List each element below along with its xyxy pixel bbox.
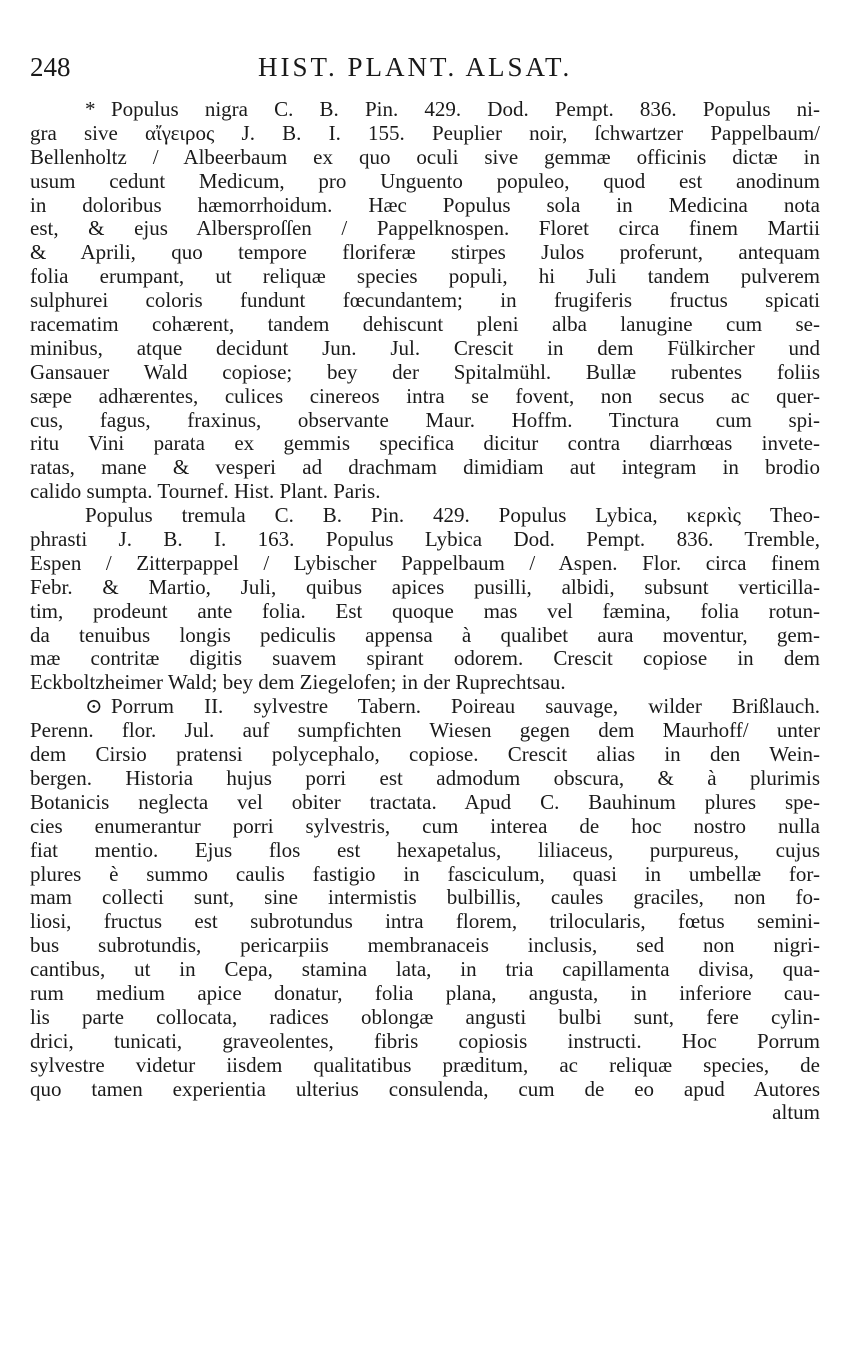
text-line	[30, 1006, 820, 1030]
text-line	[30, 146, 820, 170]
text-line	[30, 194, 820, 218]
line-text: in doloribus hæmorrhoidum. Hæc Populus sola in Medicina nota	[30, 192, 820, 217]
text-line	[30, 289, 820, 313]
text-line	[30, 863, 820, 887]
line-text: cus, fagus, fraxinus, observante Maur. Hoffm. Tinctura cum spi-	[30, 407, 820, 432]
text-line	[30, 910, 820, 934]
text-line	[30, 217, 820, 241]
text-line	[30, 743, 820, 767]
running-head: HIST. PLANT. ALSAT.	[258, 52, 573, 82]
line-text: Botanicis neglecta vel obiter tractata. Apud C. Bauhinum plures spe-	[30, 789, 820, 814]
text-line	[30, 647, 820, 671]
line-text: liosi, fructus est subrotundus intra florem, trilocularis, fœtus semini-	[30, 909, 820, 934]
line-text: bus subrotundis, pericarpiis membranaceis inclusis, sed non nigri-	[30, 933, 820, 958]
line-text: bergen. Historia hujus porri est admodum obscura, & à plurimis	[30, 765, 820, 790]
text-line	[30, 839, 820, 863]
entry-populus-nigra	[30, 98, 820, 504]
asterisk-marker: *	[85, 97, 96, 121]
text-line	[30, 504, 820, 528]
text-line	[30, 576, 820, 600]
line-text: tim, prodeunt ante folia. Est quoque mas vel fæmina, folia rotun-	[30, 598, 820, 623]
text-line	[30, 815, 820, 839]
line-text: Populus nigra C. B. Pin. 429. Dod. Pempt. 836. Populus ni-	[111, 97, 820, 121]
line-text: mæ contritæ digitis suavem spirant odorem. Crescit copiose in dem	[30, 646, 820, 671]
line-text: sæpe adhærentes, culices cinereos intra se fovent, non secus ac quer-	[30, 383, 820, 408]
line-text: gra sive αἴγειρος J. B. I. 155. Peuplier noir, ſchwartzer Pappelbaum/	[30, 120, 820, 145]
line-text: Eckboltzheimer Wald; bey dem Ziegelofen; in der Ruprechtsau.	[30, 670, 566, 695]
line-text: ratas, mane & vesperi ad drachmam dimidiam aut integram in brodio	[30, 455, 820, 480]
text-line	[30, 409, 820, 433]
line-text: Febr. & Martio, Juli, quibus apices pusilli, albidi, subsunt verticilla-	[30, 574, 820, 599]
text-line	[30, 456, 820, 480]
perennial-symbol: ⊙	[85, 694, 103, 719]
text-line	[30, 170, 820, 194]
line-text: racematim cohærent, tandem dehiscunt pleni alba lanugine cum se-	[30, 312, 820, 337]
line-text: ritu Vini parata ex gemmis specifica dicitur contra diarrhœas invete-	[30, 431, 820, 456]
text-line	[30, 1078, 820, 1102]
line-text: drici, tunicati, graveolentes, fibris copiosis instructi. Hoc Porrum	[30, 1028, 820, 1053]
text-line	[30, 600, 820, 624]
text-line	[30, 982, 820, 1006]
line-text: mam collecti sunt, sine intermistis bulbillis, caules graciles, non fo-	[30, 885, 820, 910]
text-line	[30, 719, 820, 743]
line-text: minibus, atque decidunt Jun. Jul. Crescit in dem Fülkircher und	[30, 335, 820, 360]
text-line	[30, 98, 820, 122]
line-text: quo tamen experientia ulterius consulenda, cum de eo apud Autores	[30, 1076, 820, 1101]
entry-populus-tremula	[30, 504, 820, 695]
text-line	[30, 241, 820, 265]
text-line	[30, 265, 820, 289]
line-text: calido sumpta. Tournef. Hist. Plant. Paris.	[30, 479, 381, 504]
catchword: altum	[772, 1100, 820, 1125]
text-line	[30, 1030, 820, 1054]
line-text: rum medium apice donatur, folia plana, angusta, in inferiore cau-	[30, 980, 820, 1005]
text-line	[30, 385, 820, 409]
line-text: folia erumpant, ut reliquæ species populi, hi Juli tandem pulverem	[30, 264, 820, 289]
line-text: Porrum II. sylvestre Tabern. Poireau sauvage, wilder Brißlauch.	[111, 694, 820, 719]
text-line	[30, 122, 820, 146]
line-text: sylvestre videtur iisdem qualitatibus præditum, ac reliquæ species, de	[30, 1052, 820, 1077]
line-text: Populus tremula C. B. Pin. 429. Populus Lybica, κερκὶς Theo-	[85, 503, 820, 528]
line-text: Gansauer Wald copiose; bey der Spitalmühl. Bullæ rubentes foliis	[30, 359, 820, 384]
line-text: fiat mentio. Ejus flos est hexapetalus, liliaceus, purpureus, cujus	[30, 837, 820, 862]
text-line	[30, 767, 820, 791]
text-line	[30, 552, 820, 576]
line-text: phrasti J. B. I. 163. Populus Lybica Dod. Pempt. 836. Tremble,	[30, 527, 820, 552]
text-line	[30, 886, 820, 910]
page-number: 248	[30, 52, 71, 82]
line-text: cantibus, ut in Cepa, stamina lata, in tria capillamenta divisa, qua-	[30, 957, 820, 982]
line-text: plures è summo caulis fastigio in fasciculum, quasi in umbellæ for-	[30, 861, 820, 886]
line-text: est, & ejus Albersproſſen / Pappelknospen. Floret circa finem Martii	[30, 216, 820, 241]
text-line	[30, 480, 820, 504]
text-line	[30, 958, 820, 982]
line-text: lis parte collocata, radices oblongæ angusti bulbi sunt, fere cylin-	[30, 1004, 820, 1029]
body-text	[30, 98, 820, 1125]
text-line	[30, 361, 820, 385]
entry-porrum	[30, 695, 820, 1101]
text-line	[30, 337, 820, 361]
text-line	[30, 791, 820, 815]
text-line	[30, 671, 820, 695]
text-line	[30, 695, 820, 719]
text-line	[30, 934, 820, 958]
line-text: & Aprili, quo tempore floriferæ stirpes Julos proferunt, antequam	[30, 240, 820, 265]
text-line	[30, 528, 820, 552]
line-text: da tenuibus longis pediculis appensa à qualibet aura moventur, gem-	[30, 622, 820, 647]
line-text: sulphurei coloris fundunt fœcundantem; in frugiferis fructus spicati	[30, 288, 820, 313]
line-text: Espen / Zitterpappel / Lybischer Pappelbaum / Aspen. Flor. circa finem	[30, 550, 820, 575]
line-text: Perenn. flor. Jul. auf sumpfichten Wiesen gegen dem Maurhoff/ unter	[30, 718, 820, 743]
line-text: Bellenholtz / Albeerbaum ex quo oculi sive gemmæ officinis dictæ in	[30, 144, 820, 169]
line-text: cies enumerantur porri sylvestris, cum interea de hoc nostro nulla	[30, 813, 820, 838]
text-line	[30, 1054, 820, 1078]
text-line	[30, 432, 820, 456]
page-header	[30, 52, 820, 92]
line-text: usum cedunt Medicum, pro Unguento populeo, quod est anodinum	[30, 168, 820, 193]
text-line	[30, 313, 820, 337]
text-line	[30, 624, 820, 648]
line-text: dem Cirsio pratensi polycephalo, copiose. Crescit alias in den Wein-	[30, 742, 820, 767]
